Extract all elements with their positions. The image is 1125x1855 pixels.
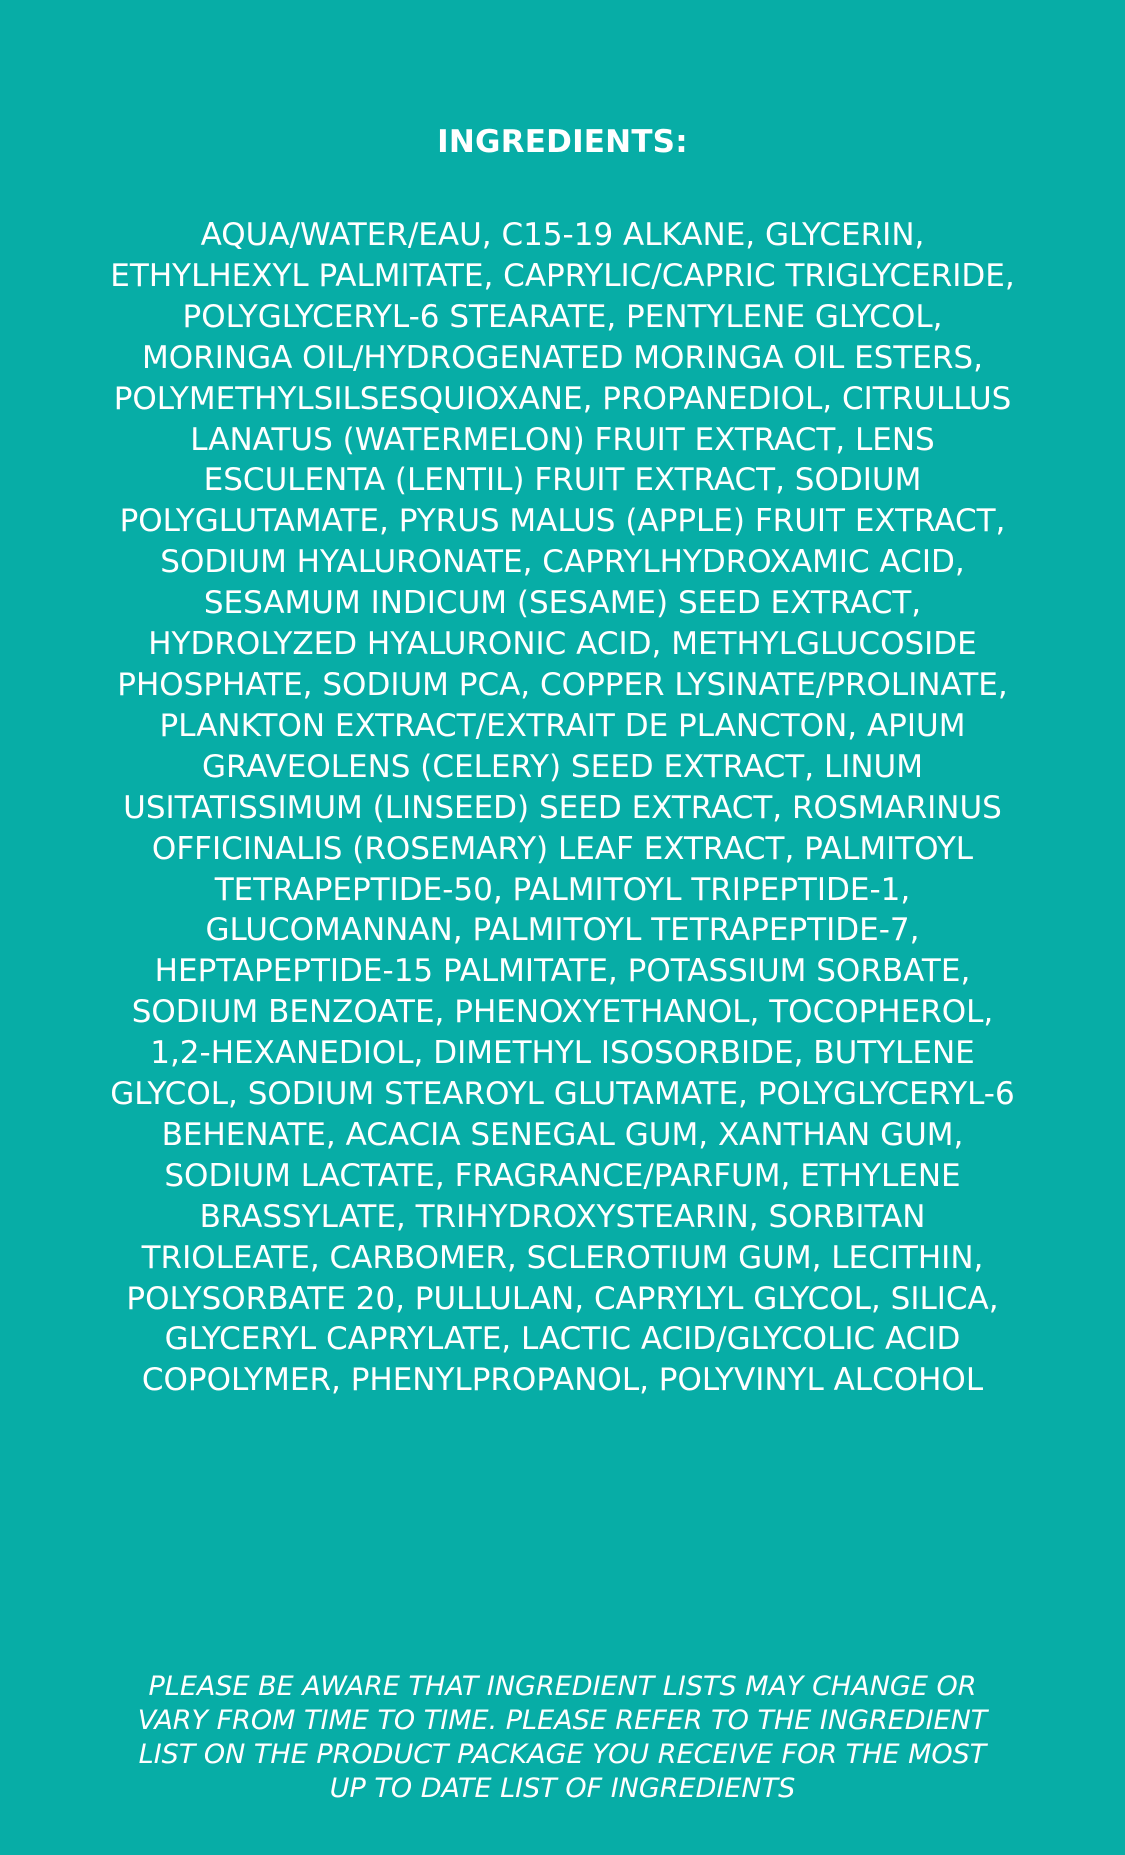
ingredients-list: AQUA/WATER/EAU, C15-19 ALKANE, GLYCERIN, ETHYLHEXYL PALMITATE, CAPRYLIC/CAPRIC TRIGLYCERIDE, POLYGLYCERYL-6 STEARATE, PENTYLENE GLYCOL, MORINGA OIL/HYDROGENATED MORINGA OIL ESTERS, POLYMETHYLSILSESQUIOXANE, PROPANEDIOL, CITRULLUS LANATUS (WATERMELON) FRUIT EXTRACT, LENS ESCULENTA (LENTIL) FRUIT EXTRACT, SODIUM POLYGLUTAMATE, PYRUS MALUS (APPLE) FRUIT EXTRACT, SODIUM HYALURONATE, CAPRYLHYDROXAMIC ACID, SESAMUM INDICUM (SESAME) SEED EXTRACT, HYDROLYZED HYALURONIC ACID, METHYLGLUCOSIDE PHOSPHATE, SODIUM PCA, COPPER LYSINATE/PROLINATE, PLANKTON EXTRACT/EXTRAIT DE PLANCTON, APIUM GRAVEOLENS (CELERY) SEED EXTRACT, LINUM USITATISSIMUM (LINSEED) SEED EXTRACT, ROSMARINUS OFFICINALIS (ROSEMARY) LEAF EXTRACT, PALMITOYL TETRAPEPTIDE-50, PALMITOYL TRIPEPTIDE-1, GLUCOMANNAN, PALMITOYL TETRAPEPTIDE-7, HEPTAPEPTIDE-15 PALMITATE, POTASSIUM SORBATE, SODIUM BENZOATE, PHENOXYETHANOL, TOCOPHEROL, 1,2-HEXANEDIOL, DIMETHYL ISOSORBIDE, BUTYLENE GLYCOL, SODIUM STEAROYL GLUTAMATE, POLYGLYCERYL-6 BEHENATE, ACACIA SENEGAL GUM, XANTHAN GUM, SODIUM LACTATE, FRAGRANCE/PARFUM, ETHYLENE BRASSYLATE, TRIHYDROXYSTEARIN, SORBITAN TRIOLEATE, CARBOMER, SCLEROTIUM GUM, LECITHIN, POLYSORBATE 20, PULLULAN, CAPRYLYL GLYCOL, SILICA, GLYCERYL CAPRYLATE, LACTIC ACID/GLYCOLIC ACID COPOLYMER, PHENYLPROPANOL, POLYVINYL ALCOHOL bbox=[110, 217, 1015, 1399]
ingredient-disclaimer: PLEASE BE AWARE THAT INGREDIENT LISTS MAY CHANGE OR VARY FROM TIME TO TIME. PLEASE REFER TO THE INGREDIENT LIST ON THE PRODUCT PACKAGE YOU RECEIVE FOR THE MOST UP TO DATE LIST OF INGREDIENTS bbox=[137, 1671, 988, 1804]
ingredients-heading: INGREDIENTS: bbox=[437, 123, 688, 160]
